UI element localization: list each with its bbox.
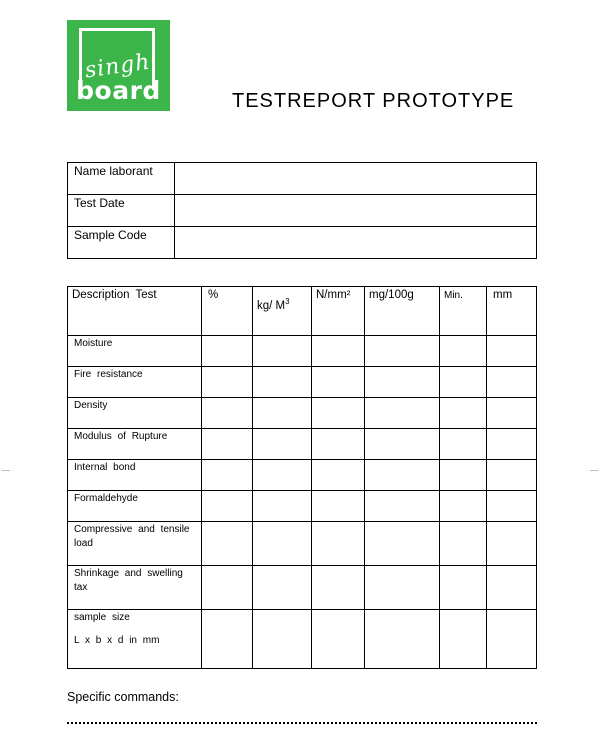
value-cell[interactable] [440, 460, 487, 491]
value-cell[interactable] [440, 367, 487, 398]
info-value-field[interactable] [175, 163, 537, 195]
value-cell[interactable] [312, 460, 365, 491]
sample-size-formula: L x b x d in mm [74, 635, 160, 646]
value-cell[interactable] [365, 367, 440, 398]
value-cell[interactable] [312, 566, 365, 610]
value-cell[interactable] [487, 566, 537, 610]
value-cell[interactable] [312, 336, 365, 367]
value-cell[interactable] [312, 398, 365, 429]
sample-size-label: sample size [74, 612, 130, 623]
value-cell[interactable] [253, 460, 312, 491]
value-cell[interactable] [202, 566, 253, 610]
table-row [68, 566, 537, 610]
value-cell[interactable] [202, 429, 253, 460]
header-n-mm2: N/mm² [312, 287, 365, 336]
value-cell[interactable] [487, 610, 537, 669]
value-cell[interactable] [440, 491, 487, 522]
value-cell[interactable] [365, 566, 440, 610]
value-cell[interactable] [312, 429, 365, 460]
header-min: Min. [440, 287, 487, 336]
value-cell[interactable] [202, 398, 253, 429]
page-title: TESTREPORT PROTOTYPE [232, 90, 515, 112]
value-cell[interactable] [365, 336, 440, 367]
value-cell[interactable] [440, 336, 487, 367]
header-mm: mm [487, 287, 537, 336]
value-cell[interactable] [487, 522, 537, 566]
value-cell[interactable] [253, 566, 312, 610]
value-cell[interactable] [202, 336, 253, 367]
value-cell[interactable] [202, 460, 253, 491]
value-cell[interactable] [202, 367, 253, 398]
value-cell[interactable] [253, 398, 312, 429]
left-margin-mark [2, 470, 10, 471]
header-percent: % [202, 287, 253, 336]
test-label: Modulus of Rupture [68, 429, 202, 460]
value-cell[interactable] [312, 367, 365, 398]
test-label: Fire resistance [68, 367, 202, 398]
table-row [68, 460, 537, 491]
test-label: Compressive and tensile load [68, 522, 202, 566]
singhboard-logo [67, 20, 170, 111]
value-cell[interactable] [253, 491, 312, 522]
value-cell[interactable] [365, 429, 440, 460]
value-cell[interactable] [487, 491, 537, 522]
sample-size-cell [68, 610, 202, 669]
table-row [68, 336, 537, 367]
kg-m3-exponent: 3 [285, 297, 290, 306]
test-label: Density [68, 398, 202, 429]
info-row [68, 227, 537, 259]
info-label: Test Date [68, 195, 175, 227]
value-cell[interactable] [440, 522, 487, 566]
right-margin-mark [590, 470, 598, 471]
info-value-field[interactable] [175, 227, 537, 259]
value-cell[interactable] [365, 610, 440, 669]
header-mg-100g: mg/100g [365, 287, 440, 336]
value-cell[interactable] [487, 336, 537, 367]
value-cell[interactable] [365, 522, 440, 566]
value-cell[interactable] [365, 491, 440, 522]
value-cell[interactable] [365, 398, 440, 429]
value-cell[interactable] [440, 566, 487, 610]
value-cell[interactable] [202, 491, 253, 522]
value-cell[interactable] [312, 522, 365, 566]
info-label: Sample Code [68, 227, 175, 259]
value-cell[interactable] [487, 367, 537, 398]
value-cell[interactable] [440, 398, 487, 429]
value-cell[interactable] [253, 610, 312, 669]
value-cell[interactable] [253, 336, 312, 367]
value-cell[interactable] [253, 522, 312, 566]
table-row [68, 429, 537, 460]
specific-commands-label: Specific commands: [67, 690, 179, 704]
value-cell[interactable] [440, 610, 487, 669]
value-cell[interactable] [202, 610, 253, 669]
commands-dotted-line [67, 722, 537, 726]
value-cell[interactable] [440, 429, 487, 460]
value-cell[interactable] [253, 367, 312, 398]
info-row [68, 195, 537, 227]
value-cell[interactable] [487, 398, 537, 429]
value-cell[interactable] [312, 610, 365, 669]
table-header-row [68, 287, 537, 336]
table-row [68, 522, 537, 566]
info-row [68, 163, 537, 195]
test-label: Moisture [68, 336, 202, 367]
value-cell[interactable] [202, 522, 253, 566]
info-table [67, 162, 537, 259]
table-row [68, 491, 537, 522]
value-cell[interactable] [312, 491, 365, 522]
test-label: Internal bond [68, 460, 202, 491]
table-row [68, 610, 537, 669]
value-cell[interactable] [365, 460, 440, 491]
header-kg-m3 [253, 287, 312, 336]
logo-brand-text: board [76, 76, 161, 105]
logo-script-text: singh [83, 49, 152, 84]
header-description: Description Test [68, 287, 202, 336]
value-cell[interactable] [487, 429, 537, 460]
value-cell[interactable] [253, 429, 312, 460]
value-cell[interactable] [487, 460, 537, 491]
tests-table [67, 286, 537, 669]
kg-m3-text: kg/ M [257, 299, 286, 312]
info-value-field[interactable] [175, 195, 537, 227]
test-label: Formaldehyde [68, 491, 202, 522]
test-label: Shrinkage and swelling tax [68, 566, 202, 610]
table-row [68, 367, 537, 398]
info-label: Name laborant [68, 163, 175, 195]
table-row [68, 398, 537, 429]
